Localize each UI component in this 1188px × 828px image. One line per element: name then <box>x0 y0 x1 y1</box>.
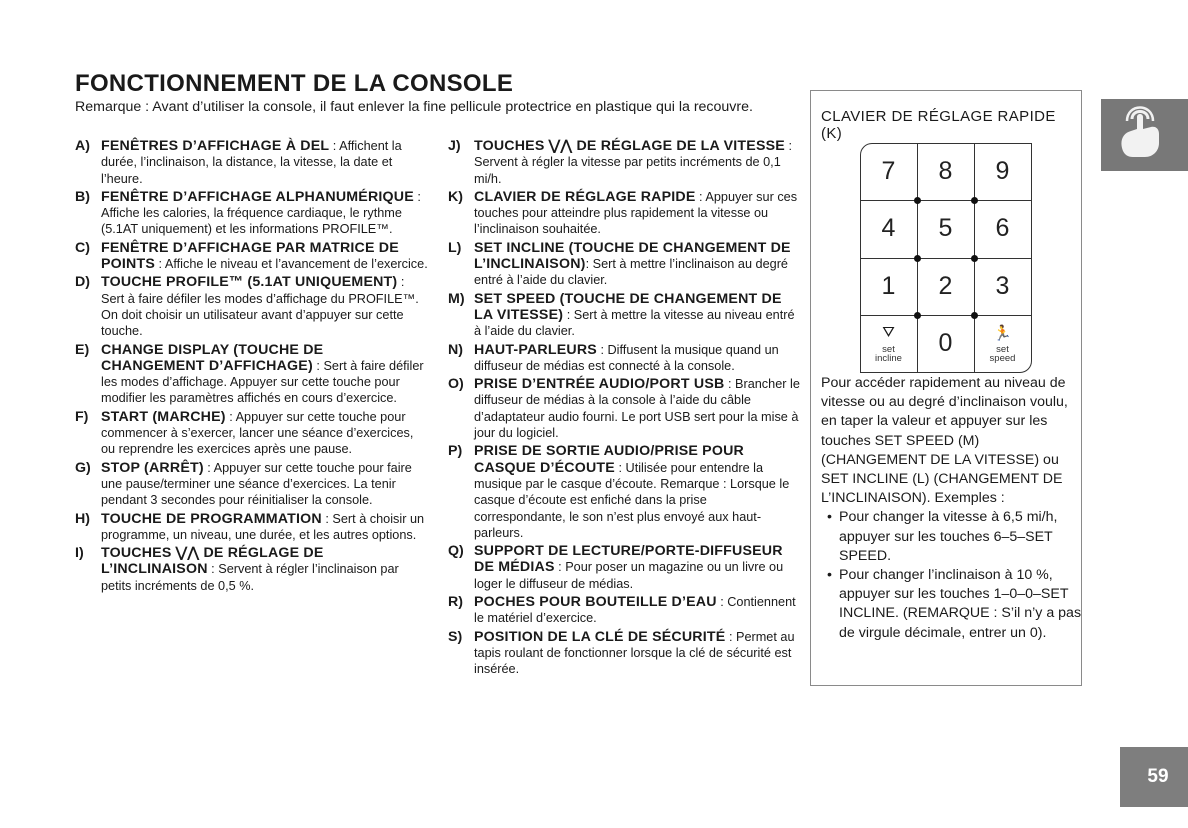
panel-bullet: • Pour changer la vitesse à 6,5 mi/h, appuyer sur les touches 6–5–SET SPEED. <box>821 508 1083 566</box>
list-item <box>75 240 431 273</box>
item-heading: STOP (ARRÊT) <box>101 459 204 476</box>
item-description: : Diffusent la musique quand un diffuseur de médias est connecté à la console. <box>474 342 779 373</box>
item-description: : Permet au tapis roulant de fonctionner lorsque la clé de sécurité est insérée. <box>474 629 795 677</box>
item-letter: I) <box>75 545 84 562</box>
item-letter: Q) <box>448 543 464 560</box>
key-4: 4 <box>881 214 896 242</box>
item-description: : Utilisée pour entendre la musique par le casque d’écoute. Remarque : Lorsque le casque d’écoute est enfiché dans la prise correspondante, le son n’est plus envoyé aux haut-parleurs. <box>474 460 790 540</box>
item-description: : Appuyer sur cette touche pour commencer à s’exercer, lancer une séance d’exercices, ou reprendre les exercices après une pause. <box>101 409 414 457</box>
item-letter: B) <box>75 188 90 205</box>
item-letter: E) <box>75 341 90 358</box>
panel-paragraph: Pour accéder rapidement au niveau de vitesse ou au degré d’inclinaison voulu, en taper la valeur et appuyer sur les touches SET SPEED (M) (CHANGEMENT DE LA VITESSE) ou SET INCLINE (L) (CHANGEMENT DE L’INCLINAISON). Exemples : <box>821 375 1068 507</box>
list-item <box>448 443 800 541</box>
item-letter: M) <box>448 290 465 307</box>
list-item <box>75 274 431 339</box>
item-description: : Sert à mettre l’inclinaison au degré entré à l’aide du clavier. <box>474 257 788 288</box>
item-heading: PRISE DE SORTIE AUDIO/PRISE POUR CASQUE D’ÉCOUTE <box>474 443 744 476</box>
item-letter: N) <box>448 341 463 358</box>
key-6: 6 <box>995 214 1010 242</box>
list-item <box>448 543 800 592</box>
key-7: 7 <box>881 157 896 185</box>
list-item <box>448 189 800 238</box>
incline-icon: ⛛ <box>882 324 895 341</box>
item-heading: FENÊTRE D’AFFICHAGE PAR MATRICE DE POINTS <box>101 239 399 273</box>
key-9: 9 <box>995 157 1010 185</box>
key-0: 0 <box>938 329 953 357</box>
key-1: 1 <box>881 272 896 300</box>
item-heading-prefix: TOUCHES <box>474 138 549 154</box>
item-letter: P) <box>448 443 463 460</box>
panel-body <box>821 374 1083 643</box>
item-description: : Affichent la durée, l’inclinaison, la distance, la vitesse, la date et l’heure. <box>101 139 402 186</box>
item-heading: POSITION DE LA CLÉ DE SÉCURITÉ <box>474 628 726 645</box>
speed-runner-icon: 🏃 <box>993 325 1012 342</box>
list-item <box>75 460 431 509</box>
item-description: : Sert à faire défiler les modes d’affichage du PROFILE™. On doit choisir un utilisateur avant d’appuyer sur cette touche. <box>101 275 419 339</box>
item-letter: H) <box>75 510 90 527</box>
item-letter: J) <box>448 138 461 154</box>
list-item <box>448 594 800 627</box>
item-heading: SUPPORT DE LECTURE/PORTE-DIFFUSEUR DE MÉDIAS <box>474 543 783 576</box>
panel-title: CLAVIER DE RÉGLAGE RAPIDE (K) <box>821 108 1056 142</box>
item-description: : Sert à faire défiler les modes d’affichage. Appuyer sur cette touche pour modifier les paramètres affichés en cours d’exercice. <box>101 358 424 406</box>
item-heading: POCHES POUR BOUTEILLE D’EAU <box>474 594 717 611</box>
item-description: : Sert à choisir un programme, un niveau, une durée, et les autres options. <box>101 511 425 542</box>
panel-bullet: • Pour changer l’inclinaison à 10 %, appuyer sur les touches 1–0–0–SET INCLINE. (REMARQUE : S’il n’y a pas de virgule décimale, entrer un 0). <box>821 566 1083 643</box>
list-item <box>75 511 431 544</box>
item-heading: SET INCLINE (TOUCHE DE CHANGEMENT DE L’INCLINAISON) <box>474 239 791 273</box>
item-letter: L) <box>448 239 462 256</box>
set-speed-label: set speed <box>989 344 1016 364</box>
page-title: FONCTIONNEMENT DE LA CONSOLE <box>75 70 514 97</box>
list-item <box>448 240 800 289</box>
item-heading: START (MARCHE) <box>101 408 226 425</box>
item-description: : Servent à régler la vitesse par petits incréments de 0,1 mi/h. <box>474 139 792 186</box>
item-description: : Appuyer sur ces touches pour atteindre plus rapidement la vitesse ou l’inclinaison souhaitée. <box>474 189 798 237</box>
item-heading: TOUCHE DE PROGRAMMATION <box>101 510 322 527</box>
quick-keypad-panel <box>810 90 1082 686</box>
item-letter: F) <box>75 408 89 425</box>
item-heading: TOUCHE PROFILE™ (5.1AT UNIQUEMENT) <box>101 274 398 291</box>
item-letter: O) <box>448 376 464 393</box>
key-3: 3 <box>995 272 1010 300</box>
up-down-arrows-icon: ⋁⋀ <box>175 545 200 562</box>
list-item <box>448 138 800 187</box>
key-8: 8 <box>938 157 953 185</box>
item-letter: C) <box>75 239 90 256</box>
item-letter: G) <box>75 459 91 476</box>
hand-pointer-icon <box>1101 99 1188 171</box>
item-heading: SET SPEED (TOUCHE DE CHANGEMENT DE LA VITESSE) <box>474 290 782 323</box>
item-heading: CLAVIER DE RÉGLAGE RAPIDE <box>474 188 696 205</box>
item-heading: DE RÉGLAGE DE LA VITESSE <box>572 138 785 154</box>
item-heading: FENÊTRES D’AFFICHAGE À DEL <box>101 138 330 154</box>
item-heading: HAUT-PARLEURS <box>474 341 597 358</box>
item-description: : Affiche les calories, la fréquence cardiaque, le rythme (5.1AT uniquement) et les informations PROFILE™. <box>101 189 421 237</box>
list-item <box>75 138 431 187</box>
item-description: : Contiennent le matériel d’exercice. <box>474 595 796 626</box>
item-description: : Brancher le diffuseur de médias à la console à l’aide du câble d’adaptateur audio fourni. Le port USB sert pour la mise à jour du logiciel. <box>474 377 800 441</box>
list-item <box>75 189 431 238</box>
item-letter: D) <box>75 274 90 291</box>
keypad-diagram <box>860 143 1032 373</box>
item-description: : Affiche le niveau et l’avancement de l’exercice. <box>155 257 428 272</box>
item-letter: K) <box>448 188 463 205</box>
key-2: 2 <box>938 272 953 300</box>
item-heading-prefix: TOUCHES <box>101 545 176 562</box>
list-item <box>448 376 800 441</box>
item-letter: S) <box>448 628 463 645</box>
key-5: 5 <box>938 214 953 242</box>
up-down-arrows-icon: ⋁⋀ <box>548 138 573 154</box>
left-column <box>75 138 431 596</box>
item-description: : Sert à mettre la vitesse au niveau entré à l’aide du clavier. <box>474 307 795 339</box>
page-number: 59 <box>1120 747 1188 807</box>
right-column <box>448 138 800 680</box>
item-heading: CHANGE DISPLAY (TOUCHE DE CHANGEMENT D’AFFICHAGE) <box>101 341 324 374</box>
list-item <box>75 545 431 594</box>
item-description: : Pour poser un magazine ou un livre ou loger le diffuseur de médias. <box>474 560 784 591</box>
item-letter: A) <box>75 138 90 154</box>
item-heading: PRISE D’ENTRÉE AUDIO/PORT USB <box>474 376 725 393</box>
item-description: : Servent à régler l’inclinaison par petits incréments de 0,5 %. <box>101 562 399 593</box>
list-item <box>448 291 800 340</box>
list-item <box>75 409 431 458</box>
set-incline-label: set incline <box>875 344 902 364</box>
item-heading: DE RÉGLAGE DE L’INCLINAISON <box>101 545 324 578</box>
list-item <box>448 342 800 375</box>
list-item <box>75 342 431 407</box>
intro-remark: Remarque : Avant d’utiliser la console, il faut enlever la fine pellicule protectrice en plastique qui la recouvre. <box>75 99 753 115</box>
list-item <box>448 629 800 678</box>
item-heading: FENÊTRE D’AFFICHAGE ALPHANUMÉRIQUE <box>101 188 414 205</box>
item-description: : Appuyer sur cette touche pour faire une pause/terminer une séance d’exercices. La tenir pendant 3 secondes pour réinitialiser la console. <box>101 460 412 508</box>
item-letter: R) <box>448 594 463 611</box>
